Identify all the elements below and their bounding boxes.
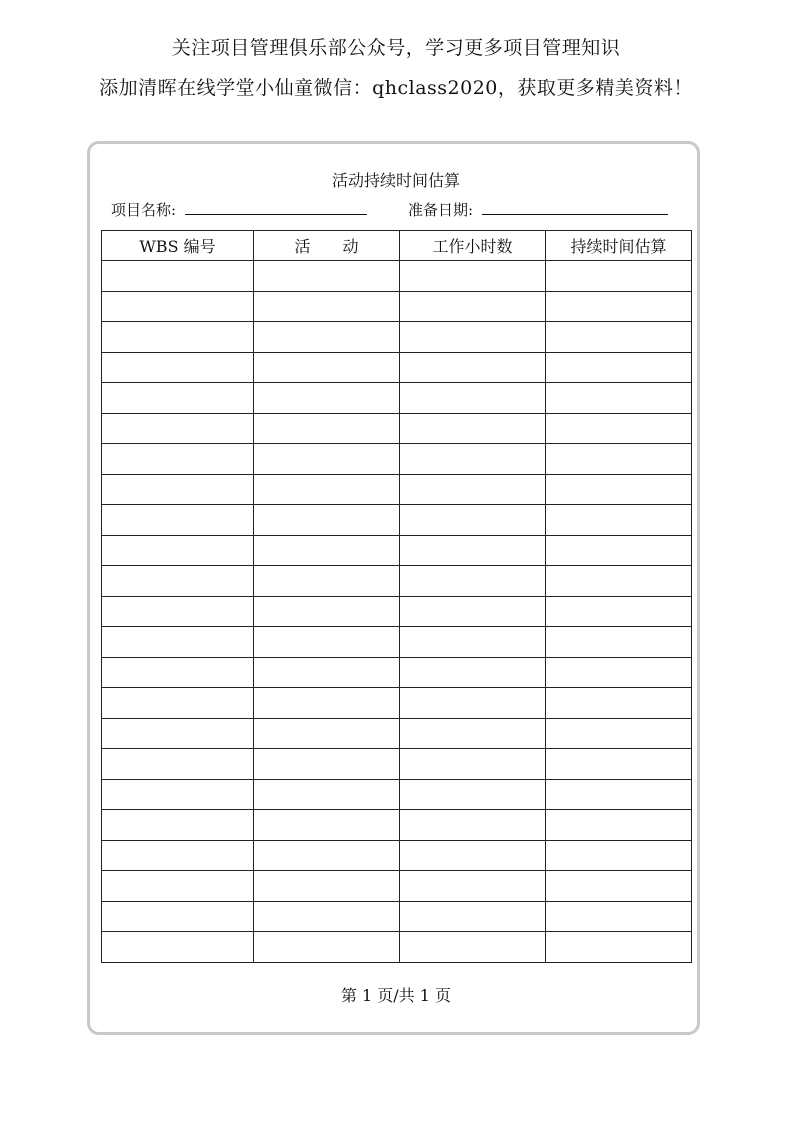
cell-work-hours[interactable]: [400, 840, 546, 871]
table-row: [102, 596, 692, 627]
table-row: [102, 901, 692, 932]
project-name-blank[interactable]: [185, 200, 367, 215]
cell-activity[interactable]: [254, 932, 400, 963]
cell-duration-estimate[interactable]: [546, 779, 692, 810]
table-row: [102, 779, 692, 810]
table-row: [102, 413, 692, 444]
cell-wbs[interactable]: [102, 932, 254, 963]
table-row: [102, 810, 692, 841]
table-row: [102, 505, 692, 536]
table-header-row: [102, 231, 692, 261]
cell-wbs[interactable]: [102, 871, 254, 902]
cell-wbs[interactable]: [102, 840, 254, 871]
prepared-date-field: [408, 199, 668, 220]
cell-activity[interactable]: [254, 749, 400, 780]
cell-activity[interactable]: [254, 657, 400, 688]
table-row: [102, 932, 692, 963]
cell-duration-estimate[interactable]: [546, 596, 692, 627]
cell-activity[interactable]: [254, 810, 400, 841]
cell-wbs[interactable]: [102, 718, 254, 749]
table-row: [102, 261, 692, 292]
cell-activity[interactable]: [254, 566, 400, 597]
table-row: [102, 749, 692, 780]
cell-duration-estimate[interactable]: [546, 413, 692, 444]
cell-wbs[interactable]: [102, 474, 254, 505]
cell-duration-estimate[interactable]: [546, 474, 692, 505]
cell-duration-estimate[interactable]: [546, 718, 692, 749]
cell-wbs[interactable]: [102, 291, 254, 322]
cell-wbs[interactable]: [102, 505, 254, 536]
table-row: [102, 627, 692, 658]
table-row: [102, 322, 692, 353]
header-line-1: 关注项目管理俱乐部公众号，学习更多项目管理知识: [171, 37, 621, 59]
cell-work-hours[interactable]: [400, 505, 546, 536]
cell-wbs[interactable]: [102, 627, 254, 658]
cell-activity[interactable]: [254, 261, 400, 292]
cell-work-hours[interactable]: [400, 444, 546, 475]
cell-duration-estimate[interactable]: [546, 657, 692, 688]
cell-work-hours[interactable]: [400, 749, 546, 780]
cell-activity[interactable]: [254, 535, 400, 566]
column-header-work-hours: 工作小时数: [400, 231, 546, 261]
cell-duration-estimate[interactable]: [546, 352, 692, 383]
table-row: [102, 291, 692, 322]
cell-work-hours[interactable]: [400, 413, 546, 444]
cell-wbs[interactable]: [102, 566, 254, 597]
form-title: 活动持续时间估算: [331, 171, 460, 190]
cell-work-hours[interactable]: [400, 779, 546, 810]
cell-duration-estimate[interactable]: [546, 871, 692, 902]
table-row: [102, 535, 692, 566]
cell-wbs[interactable]: [102, 322, 254, 353]
cell-activity[interactable]: [254, 779, 400, 810]
cell-work-hours[interactable]: [400, 474, 546, 505]
cell-activity[interactable]: [254, 322, 400, 353]
cell-duration-estimate[interactable]: [546, 505, 692, 536]
cell-activity[interactable]: [254, 688, 400, 719]
cell-work-hours[interactable]: [400, 657, 546, 688]
cell-work-hours[interactable]: [400, 871, 546, 902]
cell-duration-estimate[interactable]: [546, 322, 692, 353]
cell-wbs[interactable]: [102, 779, 254, 810]
cell-duration-estimate[interactable]: [546, 261, 692, 292]
cell-wbs[interactable]: [102, 810, 254, 841]
cell-wbs[interactable]: [102, 535, 254, 566]
cell-work-hours[interactable]: [400, 810, 546, 841]
cell-work-hours[interactable]: [400, 566, 546, 597]
column-header-activity: 活 动: [254, 231, 400, 261]
cell-duration-estimate[interactable]: [546, 932, 692, 963]
cell-work-hours[interactable]: [400, 901, 546, 932]
prepared-date-blank[interactable]: [482, 200, 668, 215]
project-name-field: [111, 199, 367, 220]
cell-activity[interactable]: [254, 840, 400, 871]
cell-activity[interactable]: [254, 352, 400, 383]
header-line-2: 添加清晖在线学堂小仙童微信：qhclass2020，获取更多精美资料！: [99, 77, 693, 99]
table-row: [102, 840, 692, 871]
cell-wbs[interactable]: [102, 383, 254, 414]
cell-work-hours[interactable]: [400, 261, 546, 292]
column-header-wbs: WBS 编号: [102, 231, 254, 261]
cell-wbs[interactable]: [102, 444, 254, 475]
table-row: [102, 444, 692, 475]
column-header-duration-estimate: 持续时间估算: [546, 231, 692, 261]
cell-duration-estimate[interactable]: [546, 627, 692, 658]
cell-activity[interactable]: [254, 474, 400, 505]
cell-activity[interactable]: [254, 627, 400, 658]
cell-duration-estimate[interactable]: [546, 688, 692, 719]
table-row: [102, 566, 692, 597]
table-row: [102, 718, 692, 749]
cell-activity[interactable]: [254, 505, 400, 536]
cell-activity[interactable]: [254, 413, 400, 444]
prepared-date-label: 准备日期:: [408, 201, 474, 219]
cell-work-hours[interactable]: [400, 383, 546, 414]
cell-duration-estimate[interactable]: [546, 291, 692, 322]
cell-wbs[interactable]: [102, 901, 254, 932]
cell-activity[interactable]: [254, 383, 400, 414]
cell-work-hours[interactable]: [400, 596, 546, 627]
cell-duration-estimate[interactable]: [546, 749, 692, 780]
table-row: [102, 352, 692, 383]
cell-wbs[interactable]: [102, 657, 254, 688]
cell-work-hours[interactable]: [400, 352, 546, 383]
cell-duration-estimate[interactable]: [546, 901, 692, 932]
cell-wbs[interactable]: [102, 596, 254, 627]
cell-duration-estimate[interactable]: [546, 444, 692, 475]
cell-activity[interactable]: [254, 901, 400, 932]
cell-activity[interactable]: [254, 871, 400, 902]
estimate-table: [101, 230, 692, 963]
project-name-label: 项目名称:: [111, 201, 177, 219]
cell-work-hours[interactable]: [400, 322, 546, 353]
cell-duration-estimate[interactable]: [546, 535, 692, 566]
cell-wbs[interactable]: [102, 688, 254, 719]
table-row: [102, 688, 692, 719]
cell-wbs[interactable]: [102, 261, 254, 292]
cell-activity[interactable]: [254, 718, 400, 749]
cell-activity[interactable]: [254, 291, 400, 322]
cell-work-hours[interactable]: [400, 627, 546, 658]
cell-wbs[interactable]: [102, 413, 254, 444]
cell-wbs[interactable]: [102, 749, 254, 780]
cell-activity[interactable]: [254, 444, 400, 475]
cell-work-hours[interactable]: [400, 688, 546, 719]
page-number: 第 1 页/共 1 页: [340, 986, 452, 1005]
cell-activity[interactable]: [254, 596, 400, 627]
cell-work-hours[interactable]: [400, 535, 546, 566]
cell-duration-estimate[interactable]: [546, 840, 692, 871]
cell-duration-estimate[interactable]: [546, 810, 692, 841]
table-row: [102, 383, 692, 414]
cell-wbs[interactable]: [102, 352, 254, 383]
table-row: [102, 474, 692, 505]
cell-work-hours[interactable]: [400, 291, 546, 322]
cell-duration-estimate[interactable]: [546, 383, 692, 414]
table-row: [102, 657, 692, 688]
cell-work-hours[interactable]: [400, 932, 546, 963]
cell-work-hours[interactable]: [400, 718, 546, 749]
table-row: [102, 871, 692, 902]
cell-duration-estimate[interactable]: [546, 566, 692, 597]
